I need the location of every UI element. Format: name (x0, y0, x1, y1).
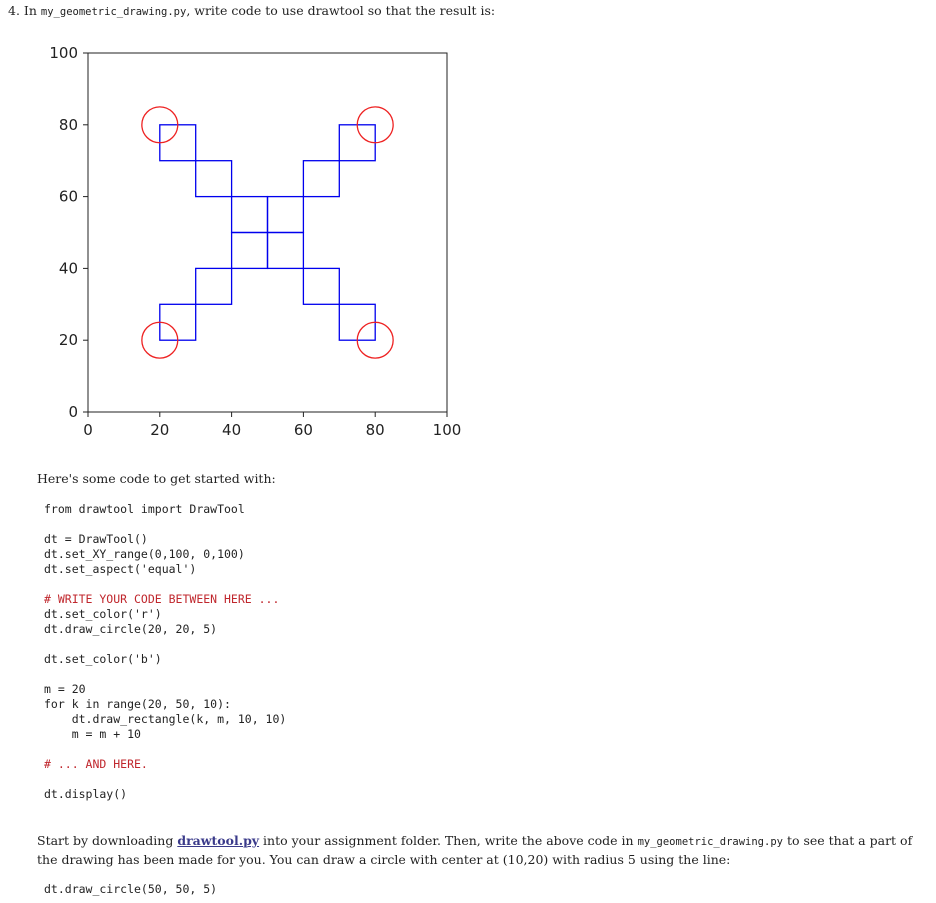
question-heading (8, 3, 495, 18)
code-line: m = 20 (44, 682, 86, 696)
code-comment-line: # ... AND HERE. (44, 757, 148, 771)
y-tick-label: 20 (58, 331, 78, 350)
code-line: from drawtool import DrawTool (44, 502, 245, 516)
axis-ticks (49, 44, 461, 439)
para-filename: my_geometric_drawing.py (637, 836, 783, 848)
x-tick-label: 40 (222, 421, 242, 439)
blue-rectangle (160, 125, 196, 161)
para-end: to see that a part of the drawing has been made for you. You can draw a circle with center at (10,20) with radius 5 using the line: (37, 833, 913, 867)
x-tick-label: 80 (365, 421, 385, 439)
x-tick-label: 100 (432, 421, 462, 439)
code-line: dt.set_XY_range(0,100, 0,100) (44, 547, 245, 561)
blue-rectangle (339, 304, 375, 340)
para-mid: into your assignment folder. Then, write the above code in (259, 833, 638, 848)
drawtool-download-link[interactable]: drawtool.py (177, 833, 260, 848)
code-line (44, 637, 286, 652)
code-line: dt.set_aspect('equal') (44, 562, 197, 576)
circle-code-example: dt.draw_circle(50, 50, 5) (44, 882, 218, 896)
x-tick-label: 60 (293, 421, 313, 439)
intro-text: Here's some code to get started with: (37, 471, 276, 486)
code-line: m = m + 10 (44, 727, 141, 741)
question-text-post: , write code to use drawtool so that the result is: (186, 3, 496, 18)
y-tick-label: 40 (58, 259, 78, 278)
code-line: dt.draw_circle(20, 20, 5) (44, 622, 218, 636)
y-tick-label: 100 (49, 44, 78, 62)
blue-rectangle (268, 197, 304, 233)
blue-rectangle (160, 304, 196, 340)
code-line (44, 667, 286, 682)
code-line: dt.draw_rectangle(k, m, 10, 10) (44, 712, 287, 726)
question-filename: my_geometric_drawing.py (40, 6, 187, 18)
code-line (44, 577, 286, 592)
starter-code-block (44, 502, 286, 802)
para-start: Start by downloading (37, 833, 178, 848)
code-line: dt = DrawTool() (44, 532, 148, 546)
code-line: dt.set_color('r') (44, 607, 162, 621)
code-line (44, 742, 286, 757)
blue-rectangle (196, 161, 232, 197)
blue-rectangle (232, 197, 268, 233)
x-tick-label: 0 (83, 421, 93, 439)
blue-rectangle (232, 233, 268, 269)
question-text-pre: In (23, 3, 37, 18)
y-tick-label: 80 (58, 115, 78, 134)
code-comment-line: # WRITE YOUR CODE BETWEEN HERE ... (44, 592, 280, 606)
code-line: dt.set_color('b') (44, 652, 162, 666)
instructions-paragraph (37, 832, 929, 868)
blue-rectangle (268, 233, 304, 269)
blue-rectangle (303, 161, 339, 197)
code-line: for k in range(20, 50, 10): (44, 697, 231, 711)
y-tick-label: 0 (68, 403, 78, 421)
y-tick-label: 60 (58, 187, 78, 206)
code-line (44, 517, 286, 532)
question-number: 4. (8, 3, 20, 18)
chart-marks (142, 107, 393, 358)
blue-rectangle (196, 268, 232, 304)
x-tick-label: 20 (150, 421, 170, 439)
blue-rectangle (339, 125, 375, 161)
drawing-chart (0, 30, 480, 450)
code-line: dt.display() (44, 787, 128, 801)
blue-rectangle (303, 268, 339, 304)
code-line (44, 772, 286, 787)
